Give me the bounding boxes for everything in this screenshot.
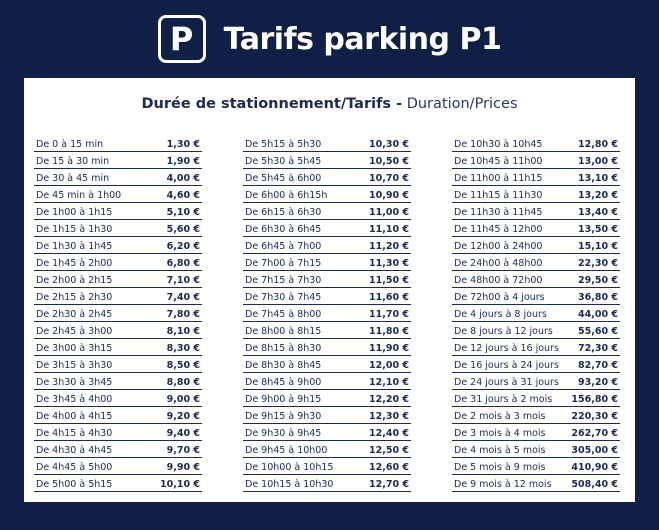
tariff-duration: De 1h45 à 2h00	[36, 258, 113, 269]
tariff-row	[34, 186, 202, 203]
tariff-row	[243, 373, 411, 390]
tariff-row	[452, 237, 620, 254]
tariff-price: 305,00 €	[571, 445, 618, 456]
tariff-duration: De 4h45 à 5h00	[36, 462, 113, 473]
tariff-duration: De 2h15 à 2h30	[36, 292, 113, 303]
tariff-price: 22,30 €	[578, 258, 618, 269]
tariff-price: 11,30 €	[369, 258, 409, 269]
tariff-price: 93,20 €	[578, 377, 618, 388]
tariff-duration: De 8h00 à 8h15	[245, 326, 322, 337]
tariff-row	[34, 475, 202, 492]
tariff-row	[452, 322, 620, 339]
parking-icon	[158, 15, 206, 63]
tariff-duration: De 10h30 à 10h45	[454, 139, 543, 150]
tariff-row	[452, 373, 620, 390]
tariff-price: 12,00 €	[369, 360, 409, 371]
tariff-duration: De 3h00 à 3h15	[36, 343, 113, 354]
tariff-duration: De 8h15 à 8h30	[245, 343, 322, 354]
subtitle-english: Duration/Prices	[406, 96, 518, 112]
tariff-price: 5,10 €	[166, 207, 200, 218]
tariff-row	[452, 458, 620, 475]
tariff-row	[452, 390, 620, 407]
tariff-row	[452, 220, 620, 237]
header	[0, 0, 659, 78]
tariff-duration: De 5h15 à 5h30	[245, 139, 322, 150]
tariff-row	[243, 390, 411, 407]
tariff-duration: De 10h00 à 10h15	[245, 462, 334, 473]
tariff-duration: De 1h30 à 1h45	[36, 241, 113, 252]
tariff-row	[452, 152, 620, 169]
tariff-duration: De 4 mois à 5 mois	[454, 445, 546, 456]
tariff-duration: De 2h30 à 2h45	[36, 309, 113, 320]
tariff-price: 508,40 €	[571, 479, 618, 490]
tariff-duration: De 8 jours à 12 jours	[454, 326, 553, 337]
tariff-duration: De 4h15 à 4h30	[36, 428, 113, 439]
tariff-row	[243, 254, 411, 271]
tariff-row	[34, 441, 202, 458]
tariff-row	[34, 135, 202, 152]
parking-icon-letter: P	[169, 20, 194, 58]
tariff-row	[34, 407, 202, 424]
tariff-row	[452, 407, 620, 424]
tariff-row	[34, 237, 202, 254]
tariff-row	[452, 356, 620, 373]
tariff-price: 1,90 €	[166, 156, 200, 167]
tariff-duration: De 31 jours à 2 mois	[454, 394, 553, 405]
tariff-row	[34, 271, 202, 288]
tariff-row	[243, 475, 411, 492]
tariff-row	[452, 424, 620, 441]
tariff-price: 11,20 €	[369, 241, 409, 252]
tariff-price: 44,00 €	[578, 309, 618, 320]
tariff-duration: De 15 à 30 min	[36, 156, 110, 167]
tariff-duration: De 8h30 à 8h45	[245, 360, 322, 371]
tariff-duration: De 7h15 à 7h30	[245, 275, 322, 286]
tariff-row	[34, 373, 202, 390]
tariff-row	[243, 135, 411, 152]
tariff-price: 7,10 €	[166, 275, 200, 286]
tariff-price: 156,80 €	[571, 394, 618, 405]
tariff-price: 10,70 €	[369, 173, 409, 184]
tariff-duration: De 6h15 à 6h30	[245, 207, 322, 218]
tariff-price: 9,20 €	[166, 411, 200, 422]
tariff-duration: De 6h45 à 7h00	[245, 241, 322, 252]
tariff-duration: De 5 mois à 9 mois	[454, 462, 546, 473]
tariff-duration: De 6h30 à 6h45	[245, 224, 322, 235]
tariff-price: 8,50 €	[166, 360, 200, 371]
tariff-row	[34, 288, 202, 305]
tariff-duration: De 1h00 à 1h15	[36, 207, 113, 218]
tariff-duration: De 2h00 à 2h15	[36, 275, 113, 286]
tariff-duration: De 24h00 à 48h00	[454, 258, 543, 269]
tariff-price: 12,60 €	[369, 462, 409, 473]
tariff-duration: De 4 jours à 8 jours	[454, 309, 547, 320]
tariff-duration: De 48h00 à 72h00	[454, 275, 543, 286]
tariff-duration: De 3h45 à 4h00	[36, 394, 113, 405]
tariff-price: 12,50 €	[369, 445, 409, 456]
tariff-price: 12,80 €	[578, 139, 618, 150]
tariff-price: 6,20 €	[166, 241, 200, 252]
tariff-duration: De 10h15 à 10h30	[245, 479, 334, 490]
tariff-column-1	[34, 135, 202, 492]
table-subtitle	[24, 96, 635, 112]
tariff-price: 12,10 €	[369, 377, 409, 388]
tariff-row	[34, 203, 202, 220]
tariff-row	[34, 458, 202, 475]
tariff-row	[452, 288, 620, 305]
tariff-price: 4,60 €	[166, 190, 200, 201]
tariff-price: 72,30 €	[578, 343, 618, 354]
tariff-duration: De 11h45 à 12h00	[454, 224, 543, 235]
tariff-price: 7,40 €	[166, 292, 200, 303]
tariff-price: 11,50 €	[369, 275, 409, 286]
tariff-row	[243, 356, 411, 373]
tariff-price: 11,90 €	[369, 343, 409, 354]
tariff-row	[243, 305, 411, 322]
tariff-row	[243, 339, 411, 356]
tariff-duration: De 3h15 à 3h30	[36, 360, 113, 371]
tariff-duration: De 9h30 à 9h45	[245, 428, 322, 439]
tariff-price: 410,90 €	[571, 462, 618, 473]
tariff-row	[243, 424, 411, 441]
tariff-row	[34, 152, 202, 169]
tariff-price: 7,80 €	[166, 309, 200, 320]
tariff-row	[34, 254, 202, 271]
tariff-row	[452, 271, 620, 288]
tariff-price: 10,50 €	[369, 156, 409, 167]
tariff-row	[34, 339, 202, 356]
tariff-row	[243, 152, 411, 169]
tariff-duration: De 24 jours à 31 jours	[454, 377, 559, 388]
tariff-row	[243, 203, 411, 220]
tariff-row	[243, 220, 411, 237]
tariff-duration: De 3h30 à 3h45	[36, 377, 113, 388]
tariff-duration: De 3 mois à 4 mois	[454, 428, 546, 439]
tariff-duration: De 2h45 à 3h00	[36, 326, 113, 337]
tariff-duration: De 11h00 à 11h15	[454, 173, 543, 184]
tariff-row	[243, 271, 411, 288]
tariff-duration: De 5h00 à 5h15	[36, 479, 113, 490]
tariff-duration: De 9h00 à 9h15	[245, 394, 322, 405]
tariff-panel	[24, 78, 635, 502]
tariff-row	[34, 220, 202, 237]
tariff-duration: De 7h30 à 7h45	[245, 292, 322, 303]
tariff-price: 10,10 €	[160, 479, 200, 490]
tariff-duration: De 4h00 à 4h15	[36, 411, 113, 422]
tariff-price: 13,10 €	[578, 173, 618, 184]
tariff-duration: De 6h00 à 6h15h	[245, 190, 328, 201]
tariff-row	[452, 441, 620, 458]
subtitle-french: Durée de stationnement/Tarifs -	[141, 96, 403, 112]
tariff-price: 9,00 €	[166, 394, 200, 405]
tariff-duration: De 9 mois à 12 mois	[454, 479, 552, 490]
tariff-row	[452, 339, 620, 356]
tariff-price: 10,90 €	[369, 190, 409, 201]
tariff-price: 13,50 €	[578, 224, 618, 235]
tariff-price: 12,30 €	[369, 411, 409, 422]
tariff-row	[452, 305, 620, 322]
tariff-row	[243, 186, 411, 203]
tariff-price: 9,90 €	[166, 462, 200, 473]
tariff-price: 13,20 €	[578, 190, 618, 201]
tariff-duration: De 7h45 à 8h00	[245, 309, 322, 320]
tariff-price: 11,10 €	[369, 224, 409, 235]
tariff-row	[452, 475, 620, 492]
tariff-duration: De 4h30 à 4h45	[36, 445, 113, 456]
tariff-row	[452, 169, 620, 186]
tariff-price: 10,30 €	[369, 139, 409, 150]
tariff-row	[243, 322, 411, 339]
tariff-price: 9,40 €	[166, 428, 200, 439]
tariff-price: 262,70 €	[571, 428, 618, 439]
tariff-row	[34, 305, 202, 322]
tariff-price: 12,20 €	[369, 394, 409, 405]
tariff-price: 220,30 €	[571, 411, 618, 422]
tariff-duration: De 0 à 15 min	[36, 139, 104, 150]
tariff-price: 11,70 €	[369, 309, 409, 320]
tariff-duration: De 12 jours à 16 jours	[454, 343, 559, 354]
tariff-duration: De 5h45 à 6h00	[245, 173, 322, 184]
tariff-duration: De 5h30 à 5h45	[245, 156, 322, 167]
tariff-row	[34, 322, 202, 339]
tariff-price: 82,70 €	[578, 360, 618, 371]
tariff-duration: De 9h45 à 10h00	[245, 445, 328, 456]
tariff-column-2	[243, 135, 411, 492]
tariff-price: 8,10 €	[166, 326, 200, 337]
tariff-duration: De 45 min à 1h00	[36, 190, 122, 201]
tariff-row	[243, 441, 411, 458]
tariff-column-3	[452, 135, 620, 492]
tariff-row	[34, 390, 202, 407]
tariff-row	[452, 254, 620, 271]
tariff-row	[452, 135, 620, 152]
tariff-duration: De 2 mois à 3 mois	[454, 411, 546, 422]
tariff-duration: De 12h00 à 24h00	[454, 241, 543, 252]
tariff-duration: De 72h00 à 4 jours	[454, 292, 545, 303]
tariff-price: 6,80 €	[166, 258, 200, 269]
tariff-row	[243, 288, 411, 305]
tariff-duration: De 11h30 à 11h45	[454, 207, 543, 218]
tariff-price: 8,30 €	[166, 343, 200, 354]
tariff-duration: De 30 à 45 min	[36, 173, 110, 184]
tariff-price: 12,40 €	[369, 428, 409, 439]
tariff-row	[243, 458, 411, 475]
tariff-row	[243, 169, 411, 186]
tariff-price: 5,60 €	[166, 224, 200, 235]
tariff-price: 55,60 €	[578, 326, 618, 337]
tariff-row	[34, 356, 202, 373]
tariff-row	[243, 407, 411, 424]
tariff-price: 12,70 €	[369, 479, 409, 490]
tariff-price: 11,80 €	[369, 326, 409, 337]
tariff-price: 29,50 €	[578, 275, 618, 286]
tariff-price: 8,80 €	[166, 377, 200, 388]
tariff-row	[243, 237, 411, 254]
tariff-row	[452, 203, 620, 220]
tariff-duration: De 16 jours à 24 jours	[454, 360, 559, 371]
tariff-price: 13,40 €	[578, 207, 618, 218]
page-title: Tarifs parking P1	[223, 21, 502, 57]
tariff-duration: De 10h45 à 11h00	[454, 156, 543, 167]
tariff-duration: De 7h00 à 7h15	[245, 258, 322, 269]
tariff-price: 9,70 €	[166, 445, 200, 456]
tariff-duration: De 8h45 à 9h00	[245, 377, 322, 388]
tariff-row	[452, 186, 620, 203]
tariff-price: 11,60 €	[369, 292, 409, 303]
tariff-price: 11,00 €	[369, 207, 409, 218]
tariff-duration: De 9h15 à 9h30	[245, 411, 322, 422]
tariff-row	[34, 424, 202, 441]
tariff-row	[34, 169, 202, 186]
tariff-price: 13,00 €	[578, 156, 618, 167]
tariff-duration: De 11h15 à 11h30	[454, 190, 543, 201]
tariff-duration: De 1h15 à 1h30	[36, 224, 113, 235]
tariff-price: 15,10 €	[578, 241, 618, 252]
tariff-price: 1,30 €	[166, 139, 200, 150]
tariff-price: 36,80 €	[578, 292, 618, 303]
tariff-price: 4,00 €	[166, 173, 200, 184]
